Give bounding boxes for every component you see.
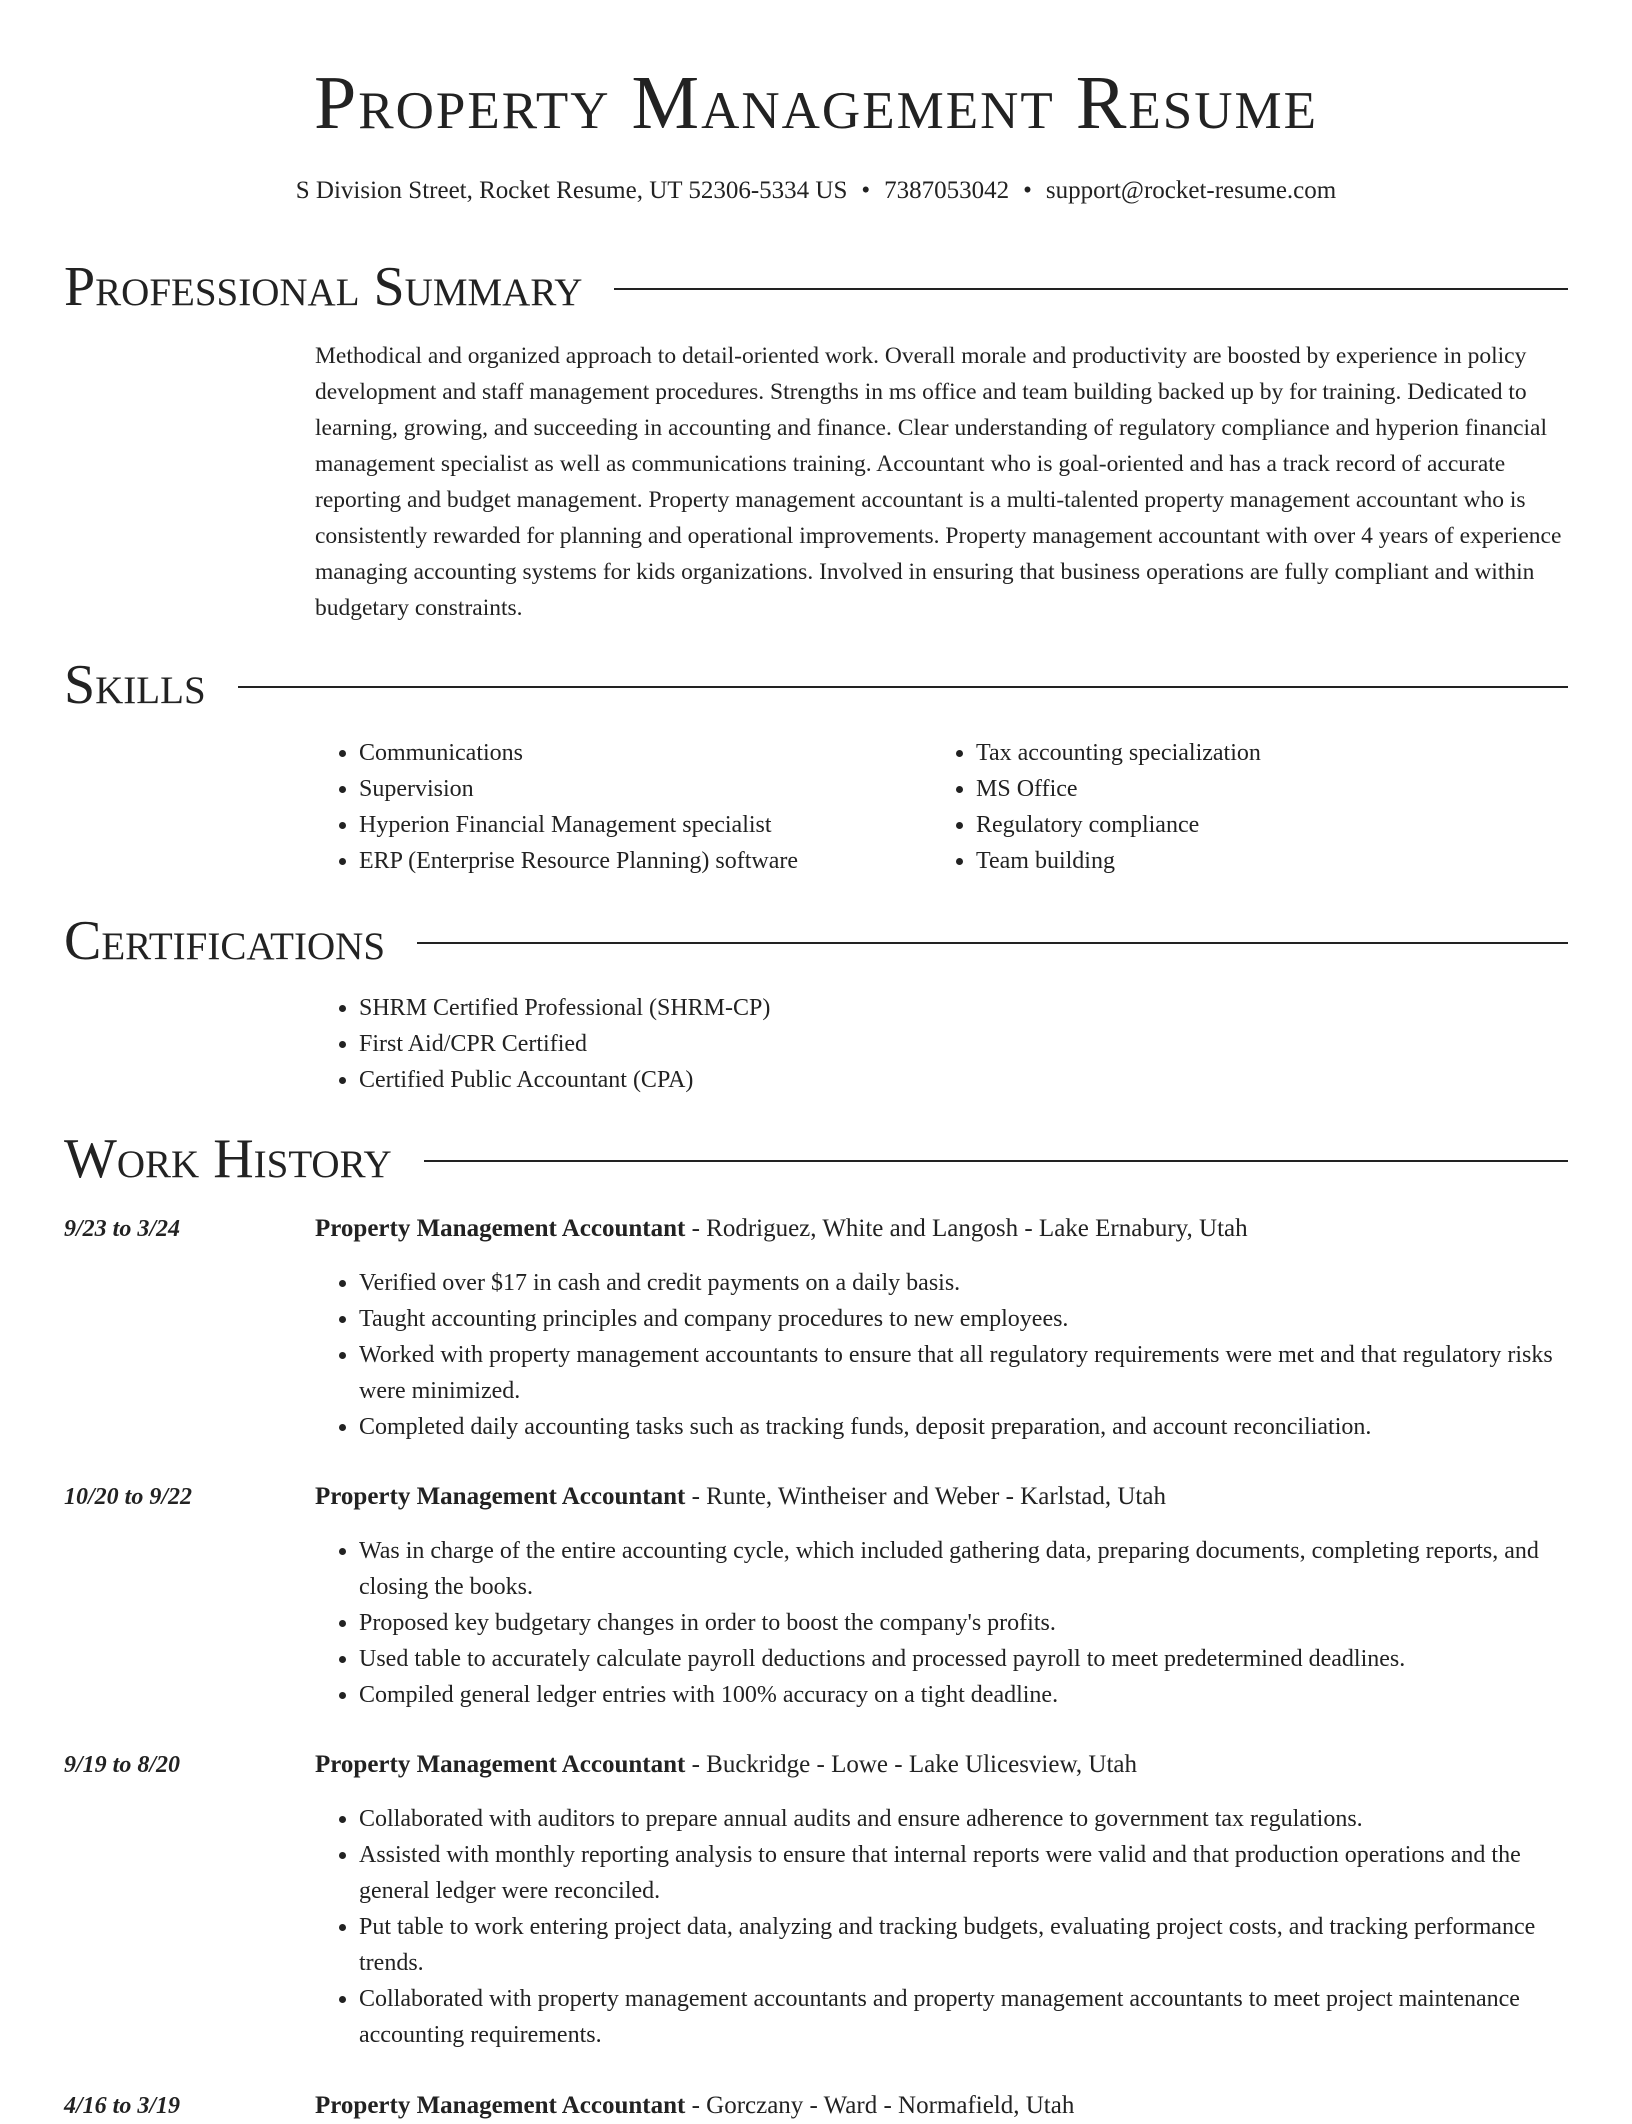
skill-item: • MS Office	[976, 771, 1532, 807]
contact-email: support@rocket-resume.com	[1045, 177, 1337, 204]
job-company: - Rodriguez, White and Langosh - Lake Ernabury, Utah	[685, 1215, 1248, 1242]
work-history-section-header	[64, 1124, 1568, 1194]
job-role: Property Management Accountant	[315, 1751, 686, 1778]
job-header	[315, 2088, 1575, 2124]
job-bullet: • Worked with property management accountants to ensure that all regulatory requirements were met and that regulatory risks were minimized.	[359, 1337, 1577, 1409]
job-company: - Gorczany - Ward - Normafield, Utah	[685, 2092, 1075, 2119]
contact-address: S Division Street, Rocket Resume, UT 52306-5334 US	[295, 177, 848, 204]
work-history-heading: Work History	[64, 1128, 392, 1190]
skill-item: • Regulatory compliance	[976, 807, 1532, 843]
skills-section-header	[64, 650, 1568, 720]
certification-item: • First Aid/CPR Certified	[359, 1026, 1515, 1062]
skill-item: • Team building	[976, 843, 1532, 879]
job-role: Property Management Accountant	[315, 1215, 686, 1242]
summary-heading: Professional Summary	[64, 256, 583, 318]
job-bullet: • Verified over $17 in cash and credit payments on a daily basis.	[359, 1265, 1577, 1301]
section-divider	[417, 942, 1568, 944]
job-dates: 9/19 to 8/20	[64, 1752, 181, 1778]
skills-list	[315, 735, 915, 879]
job-company: - Runte, Wintheiser and Weber - Karlstad, Utah	[685, 1483, 1166, 1510]
skills-column-left	[315, 735, 915, 879]
job-bullet: • Compiled general ledger entries with 100% accuracy on a tight deadline.	[359, 1677, 1577, 1713]
skills-list	[932, 735, 1532, 879]
certifications-heading: Certifications	[64, 910, 386, 972]
section-divider	[238, 686, 1568, 688]
contact-separator: •	[1023, 177, 1032, 204]
job-bullet: • Put table to work entering project data, analyzing and tracking budgets, evaluating project costs, and tracking performance trends.	[359, 1909, 1577, 1981]
section-divider	[614, 288, 1568, 290]
contact-separator: •	[861, 177, 871, 204]
certification-item: • SHRM Certified Professional (SHRM-CP)	[359, 990, 1515, 1026]
job-dates: 10/20 to 9/22	[64, 1484, 193, 1510]
job-bullet-list	[315, 1265, 1577, 1445]
job-dates: 4/16 to 3/19	[64, 2093, 181, 2119]
job-bullet: • Was in charge of the entire accounting cycle, which included gathering data, preparing documents, completing reports, and closing the books.	[359, 1533, 1577, 1605]
job-role: Property Management Accountant	[315, 1483, 686, 1510]
certifications-section-header	[64, 906, 1568, 976]
section-divider	[424, 1160, 1568, 1162]
contact-line	[0, 174, 1632, 208]
job-bullet: • Used table to accurately calculate payroll deductions and processed payroll to meet predetermined deadlines.	[359, 1641, 1577, 1677]
job-role: Property Management Accountant	[315, 2092, 686, 2119]
skill-item: • Communications	[359, 735, 915, 771]
job-header	[315, 1479, 1575, 1515]
job-bullet: • Assisted with monthly reporting analysis to ensure that internal reports were valid and that production operations and the general ledger were reconciled.	[359, 1837, 1577, 1909]
skill-item: • ERP (Enterprise Resource Planning) software	[359, 843, 915, 879]
job-bullet-list	[315, 1801, 1577, 2053]
summary-text: Methodical and organized approach to detail-oriented work. Overall morale and productivity are boosted by experience in policy development and staff management procedures. Strengths in ms office and team building backed up by for training. Dedicated to learning, growing, and succeeding in accounting and finance. Clear understanding of regulatory compliance and hyperion financial management specialist as well as communications training. Accountant who is goal-oriented and has a track record of accurate reporting and budget management. Property management accountant is a multi-talented property management accountant who is consistently rewarded for planning and operational improvements. Property management accountant with over 4 years of experience managing accounting systems for kids organizations. Involved in ensuring that business operations are fully compliant and within budgetary constraints.	[315, 343, 1562, 621]
job-company: - Buckridge - Lowe - Lake Ulicesview, Utah	[685, 1751, 1137, 1778]
certification-item: • Certified Public Accountant (CPA)	[359, 1062, 1515, 1098]
job-bullet: • Taught accounting principles and company procedures to new employees.	[359, 1301, 1577, 1337]
skill-item: • Hyperion Financial Management specialist	[359, 807, 915, 843]
job-bullet-list	[315, 1533, 1577, 1713]
certifications-list-container	[315, 990, 1515, 1098]
skills-column-right	[932, 735, 1532, 879]
page-title: Property Management Resume	[313, 61, 1319, 145]
job-bullet: • Completed daily accounting tasks such as tracking funds, deposit preparation, and account reconciliation.	[359, 1409, 1577, 1445]
job-header	[315, 1211, 1575, 1247]
job-bullets	[315, 1801, 1577, 2053]
skill-item: • Supervision	[359, 771, 915, 807]
job-bullet: • Collaborated with auditors to prepare annual audits and ensure adherence to government tax regulations.	[359, 1801, 1577, 1837]
job-bullet: • Proposed key budgetary changes in order to boost the company's profits.	[359, 1605, 1577, 1641]
certifications-list	[315, 990, 1515, 1098]
job-dates: 9/23 to 3/24	[64, 1216, 181, 1242]
job-bullet: • Collaborated with property management accountants and property management accountants to meet project maintenance accounting requirements.	[359, 1981, 1577, 2053]
job-bullets	[315, 1265, 1577, 1445]
contact-phone: 7387053042	[884, 177, 1010, 204]
skill-item: • Tax accounting specialization	[976, 735, 1532, 771]
summary-section-header	[64, 252, 1568, 322]
job-bullets	[315, 1533, 1577, 1713]
job-header	[315, 1747, 1575, 1783]
skills-heading: Skills	[64, 654, 206, 716]
